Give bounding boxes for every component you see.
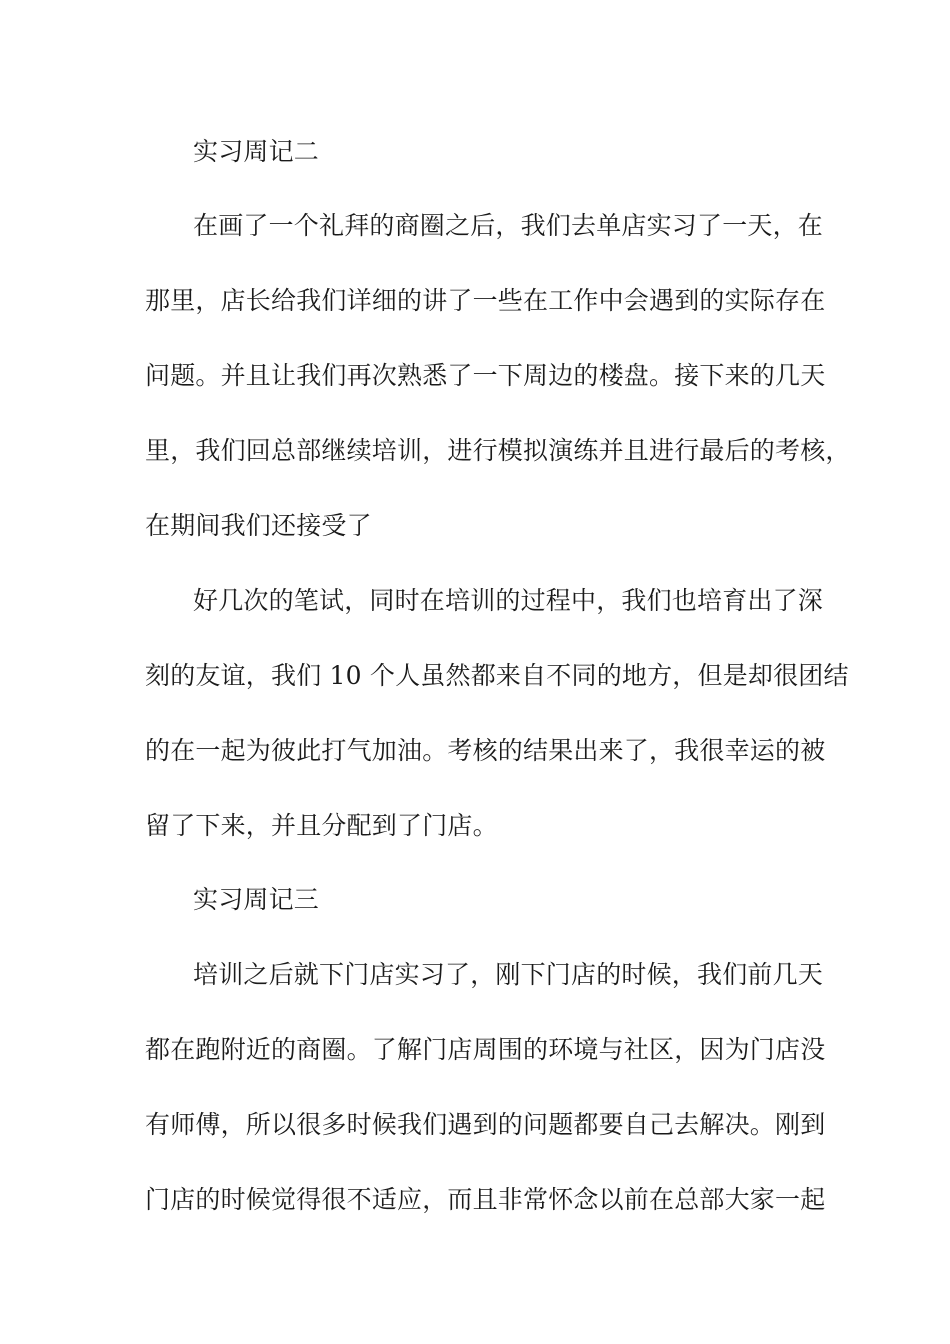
section-heading-week-3: 实习周记三 bbox=[193, 885, 320, 914]
paragraph-line: 门店的时候觉得很不适应，而且非常怀念以前在总部大家一起 bbox=[145, 1185, 826, 1214]
paragraph-line: 刻的友谊，我们 10 个人虽然都来自不同的地方，但是却很团结 bbox=[145, 661, 849, 690]
paragraph-line: 有师傅，所以很多时候我们遇到的问题都要自己去解决。刚到 bbox=[145, 1110, 826, 1139]
paragraph-line: 的在一起为彼此打气加油。考核的结果出来了，我很幸运的被 bbox=[145, 736, 826, 765]
paragraph-line: 问题。并且让我们再次熟悉了一下周边的楼盘。接下来的几天 bbox=[145, 361, 826, 390]
paragraph-line: 在期间我们还接受了 bbox=[145, 511, 372, 540]
paragraph-line: 留了下来，并且分配到了门店。 bbox=[145, 811, 498, 840]
section-heading-week-2: 实习周记二 bbox=[193, 137, 320, 166]
paragraph-line: 里，我们回总部继续培训，进行模拟演练并且进行最后的考核， bbox=[145, 436, 851, 465]
paragraph-line: 培训之后就下门店实习了，刚下门店的时候，我们前几天 bbox=[193, 960, 824, 989]
paragraph-line: 在画了一个礼拜的商圈之后，我们去单店实习了一天，在 bbox=[193, 211, 824, 240]
paragraph-line: 都在跑附近的商圈。了解门店周围的环境与社区，因为门店没 bbox=[145, 1035, 826, 1064]
paragraph-line: 那里，店长给我们详细的讲了一些在工作中会遇到的实际存在 bbox=[145, 286, 826, 315]
paragraph-line: 好几次的笔试，同时在培训的过程中，我们也培育出了深 bbox=[193, 586, 824, 615]
